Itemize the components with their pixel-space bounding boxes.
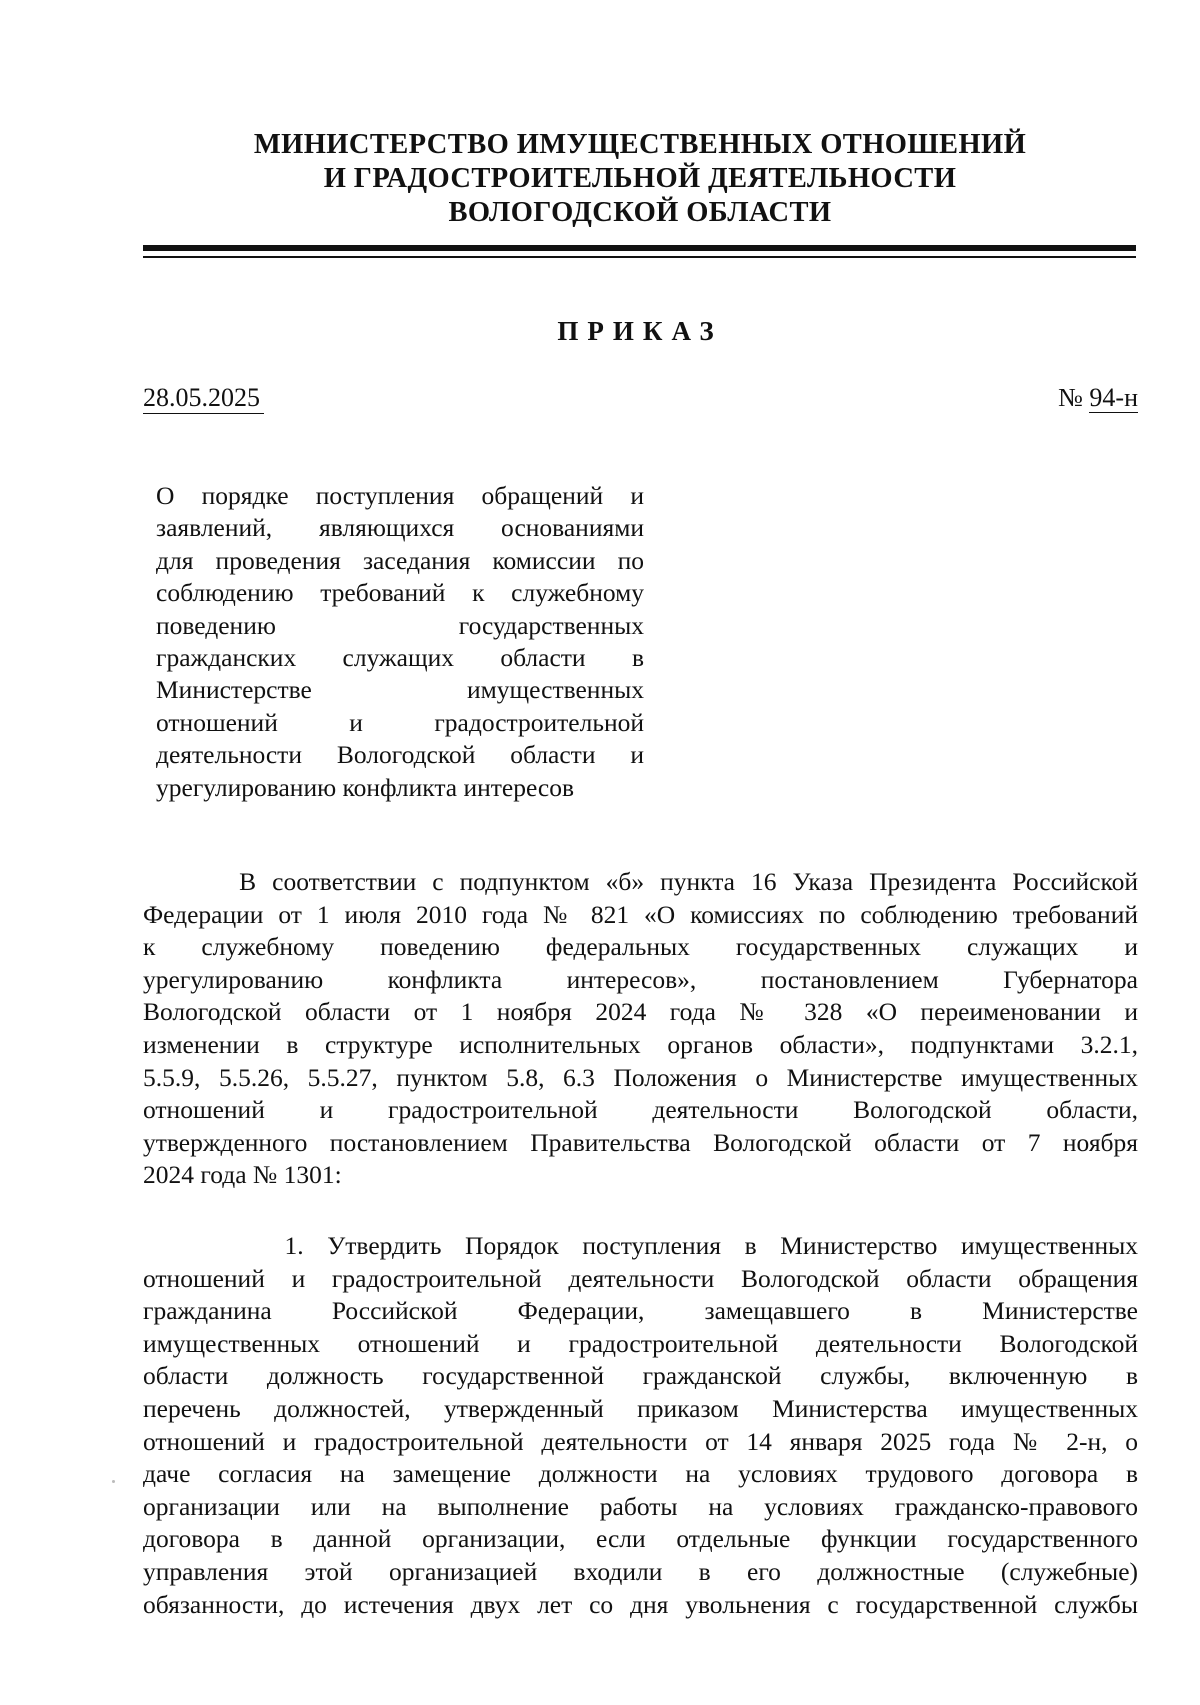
number-value: 94-н [1089,383,1138,412]
subject-line: деятельности Вологодской области и [156,740,644,770]
paragraph-line: области должность государственной гражданской службы, включенную в [143,1361,1138,1391]
subject-line: отношений и градостроительной [156,707,644,737]
paragraph-line: к служебному поведению федеральных государственных служащих и [143,932,1138,962]
paragraph-line: Федерации от 1 июля 2010 года № 821 «О комиссиях по соблюдению требований [143,899,1138,929]
subject-line: для проведения заседания комиссии по [156,545,644,575]
paragraph-line: перечень должностей, утвержденный приказом Министерства имущественных [143,1393,1138,1423]
clause-1-paragraph [143,1230,1138,1621]
paragraph-line: урегулированию конфликта интересов», постановлением Губернатора [143,964,1138,994]
order-number [1058,383,1138,413]
paragraph-line: 5.5.9, 5.5.26, 5.5.27, пунктом 5.8, 6.3 Положения о Министерстве имущественных [143,1062,1138,1092]
subject-line: поведению государственных [156,610,644,640]
header-line: И ГРАДОСТРОИТЕЛЬНОЙ ДЕЯТЕЛЬНОСТИ [323,163,957,194]
header-line: МИНИСТЕРСТВО ИМУЩЕСТВЕННЫХ ОТНОШЕНИЙ [253,129,1027,160]
paragraph-line: 2024 года № 1301: [143,1160,342,1190]
number-prefix: № [1058,383,1083,412]
subject-line: О порядке поступления обращений и [156,481,644,510]
paragraph-line: 1. Утвердить Порядок поступления в Министерство имущественных [143,1231,1138,1260]
header-line: ВОЛОГОДСКОЙ ОБЛАСТИ [448,197,832,228]
subject-line: заявлений, являющихся основаниями [156,513,644,543]
paragraph-line: В соответствии с подпунктом «б» пункта 16 Указа Президента Российской [143,867,1138,896]
header-divider-thick [143,245,1136,251]
paragraph-line: обязанности, до истечения двух лет со дня увольнения с государственной службы [143,1589,1138,1619]
subject-line: соблюдению требований к служебному [156,578,644,608]
paragraph-line: организации или на выполнение работы на условиях гражданско-правового [143,1491,1138,1521]
paragraph-line: Вологодской области от 1 ноября 2024 года № 328 «О переименовании и [143,997,1138,1027]
paragraph-line: имущественных отношений и градостроительной деятельности Вологодской [143,1328,1138,1358]
paragraph-line: управления этой организацией входили в его должностные (служебные) [143,1556,1138,1586]
paragraph-line: гражданина Российской Федерации, замещавшего в Министерстве [143,1296,1138,1326]
subject-line: урегулированию конфликта интересов [156,772,575,802]
order-title: ПРИКАЗ [557,316,723,346]
header-divider-thin [143,256,1136,258]
order-date: 28.05.2025 [143,383,264,414]
paragraph-line: утвержденного постановлением Правительства Вологодской области от 7 ноября [143,1127,1138,1157]
subject-line: гражданских служащих области в [156,642,644,672]
preamble-paragraph [143,866,1138,1192]
ministry-header [140,128,1140,230]
order-subject [156,480,644,804]
paragraph-line: договора в данной организации, если отдельные функции государственного [143,1524,1138,1554]
paragraph-line: отношений и градостроительной деятельности Вологодской области, [143,1095,1138,1125]
paragraph-line: отношений и градостроительной деятельности Вологодской области обращения [143,1263,1138,1293]
paragraph-line: изменении в структуре исполнительных органов области», подпунктами 3.2.1, [143,1029,1138,1059]
paragraph-line: отношений и градостроительной деятельности от 14 января 2025 года № 2-н, о [143,1426,1138,1456]
scan-speck [112,1480,115,1483]
subject-line: Министерстве имущественных [156,675,644,705]
paragraph-line: даче согласия на замещение должности на условиях трудового договора в [143,1459,1138,1489]
